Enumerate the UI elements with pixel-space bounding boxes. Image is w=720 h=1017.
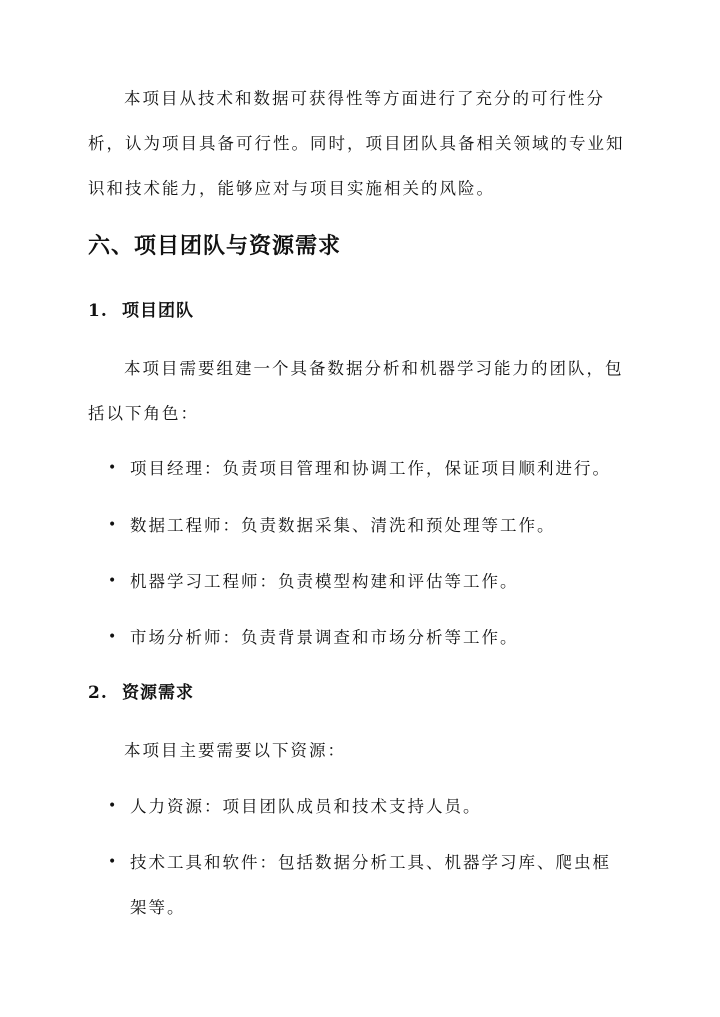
subsection-title: 资源需求 (122, 683, 194, 703)
list-item-text: 项目经理：负责项目管理和协调工作，保证项目顺利进行。 (130, 459, 611, 478)
intro-paragraph: 本项目从技术和数据可获得性等方面进行了充分的可行性分析，认为项目具备可行性。同时，项目团队具备相关领域的专业知识和技术能力，能够应对与项目实施相关的风险。 (88, 89, 625, 198)
list-item (108, 784, 628, 829)
list-item-text: 市场分析师：负责背景调查和市场分析等工作。 (130, 628, 519, 647)
list-item (108, 503, 628, 548)
list-item (108, 559, 628, 604)
subsection-heading-resources (88, 678, 194, 708)
bullet-icon: • (108, 854, 119, 870)
subsection-number: 2. (88, 683, 108, 703)
bullet-icon: • (108, 573, 119, 589)
subsection-title: 项目团队 (122, 301, 194, 321)
list-item (108, 840, 628, 930)
bullet-icon: • (108, 460, 119, 476)
subsection-heading-team (88, 296, 194, 326)
list-item-text: 技术工具和软件：包括数据分析工具、机器学习库、爬虫框架等。 (130, 853, 611, 917)
subsection-number: 1. (88, 301, 108, 321)
bullet-icon: • (108, 798, 119, 814)
list-item-text: 机器学习工程师：负责模型构建和评估等工作。 (130, 572, 519, 591)
list-item-text: 数据工程师：负责数据采集、清洗和预处理等工作。 (130, 516, 556, 535)
list-item (108, 615, 628, 660)
list-item-text: 人力资源：项目团队成员和技术支持人员。 (130, 797, 482, 816)
team-intro-paragraph: 本项目需要组建一个具备数据分析和机器学习能力的团队，包括以下角色： (88, 359, 624, 423)
section-heading: 六、项目团队与资源需求 (88, 233, 342, 259)
bullet-icon: • (108, 629, 119, 645)
resources-intro-paragraph: 本项目主要需要以下资源： (124, 741, 346, 760)
list-item (108, 446, 628, 491)
bullet-icon: • (108, 517, 119, 533)
